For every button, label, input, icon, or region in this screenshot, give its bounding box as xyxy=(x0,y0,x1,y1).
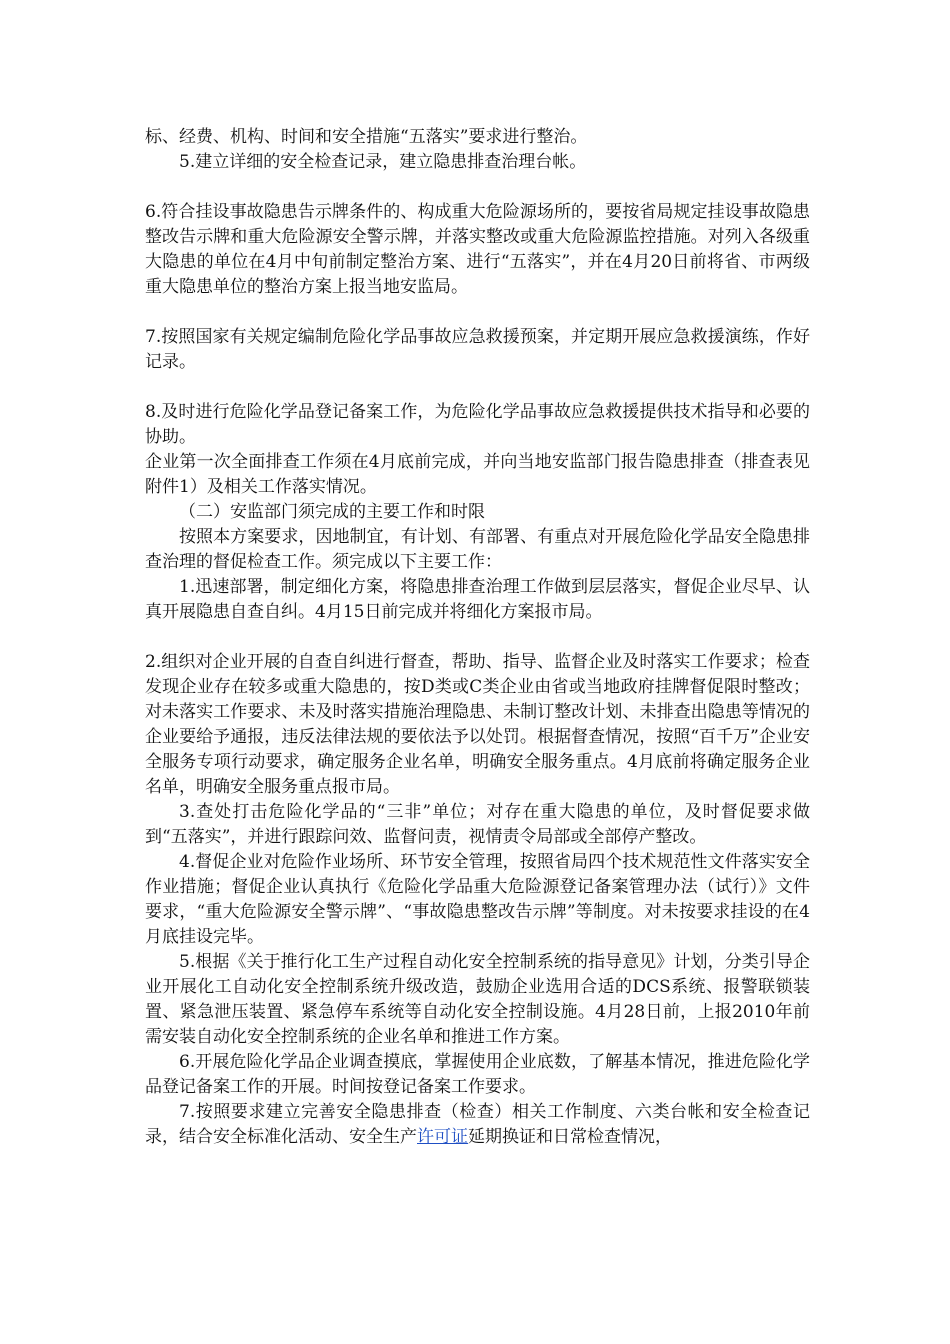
paragraph-11: 3.查处打击危险化学品的“三非”单位；对存在重大隐患的单位，及时督促要求做到“五落实”，并进行跟踪问效、监督问责，视情责令局部或全部停产整改。 xyxy=(145,802,810,847)
paragraph-8: 按照本方案要求，因地制宜，有计划、有部署、有重点对开展危险化学品安全隐患排查治理的督促检查工作。须完成以下主要工作： xyxy=(145,527,810,572)
paragraph-13: 5.根据《关于推行化工生产过程自动化安全控制系统的指导意见》计划，分类引导企业开展化工自动化安全控制系统升级改造，鼓励企业选用合适的DCS系统、报警联锁装置、紧急泄压装置、紧急停车系统等自动化安全控制设施。4月28日前，上报2010年前需安装自动化安全控制系统的企业名单和推进工作方案。 xyxy=(145,952,810,1047)
paragraph-5: 8.及时进行危险化学品登记备案工作，为危险化学品事故应急救援提供技术指导和必要的协助。 xyxy=(145,402,810,447)
section-heading: （二）安监部门须完成的主要工作和时限 xyxy=(179,502,485,522)
paragraph-15-text-end: 延期换证和日常检查情况， xyxy=(468,1127,672,1147)
paragraph-9: 1.迅速部署，制定细化方案，将隐患排查治理工作做到层层落实，督促企业尽早、认真开展隐患自查自纠。4月15日前完成并将细化方案报市局。 xyxy=(145,577,810,622)
paragraph-15-text-start: 7.按照要求建立完善安全隐患排查（检查）相关工作制度、六类台帐和安全检查记录，结合安全标准化活动、安全生产 xyxy=(145,1102,810,1147)
paragraph-15 xyxy=(145,1100,810,1150)
paragraph-6: 企业第一次全面排查工作须在4月底前完成，并向当地安监部门报告隐患排查（排查表见附件1）及相关工作落实情况。 xyxy=(145,452,810,497)
paragraph-10: 2.组织对企业开展的自查自纠进行督查，帮助、指导、监督企业及时落实工作要求；检查发现企业存在较多或重大隐患的，按D类或C类企业由省或当地政府挂牌督促限时整改；对未落实工作要求、未及时落实措施治理隐患、未制订整改计划、未排查出隐患等情况的企业要给予通报，违反法律法规的要依法予以处罚。根据督查情况，按照“百千万”企业安全服务专项行动要求，确定服务企业名单，明确安全服务重点。4月底前将确定服务企业名单，明确安全服务重点报市局。 xyxy=(145,652,810,797)
license-link[interactable]: 许可证 xyxy=(417,1127,468,1147)
document-body xyxy=(145,125,810,1150)
paragraph-14: 6.开展危险化学品企业调查摸底，掌握使用企业底数，了解基本情况，推进危险化学品登记备案工作的开展。时间按登记备案工作要求。 xyxy=(145,1052,810,1097)
paragraph-3: 6.符合挂设事故隐患告示牌条件的、构成重大危险源场所的，要按省局规定挂设事故隐患整改告示牌和重大危险源安全警示牌，并落实整改或重大危险源监控措施。对列入各级重大隐患的单位在4月中旬前制定整治方案、进行“五落实”，并在4月20日前将省、市两级重大隐患单位的整治方案上报当地安监局。 xyxy=(145,202,810,297)
paragraph-1: 标、经费、机构、时间和安全措施“五落实”要求进行整治。 xyxy=(145,127,588,147)
paragraph-12: 4.督促企业对危险作业场所、环节安全管理，按照省局四个技术规范性文件落实安全作业措施；督促企业认真执行《危险化学品重大危险源登记备案管理办法（试行）》文件要求，“重大危险源安全警示牌”、“事故隐患整改告示牌”等制度。对未按要求挂设的在4月底挂设完毕。 xyxy=(145,852,810,947)
paragraph-2: 5.建立详细的安全检查记录，建立隐患排查治理台帐。 xyxy=(179,152,587,172)
paragraph-4: 7.按照国家有关规定编制危险化学品事故应急救援预案，并定期开展应急救援演练，作好记录。 xyxy=(145,327,810,372)
